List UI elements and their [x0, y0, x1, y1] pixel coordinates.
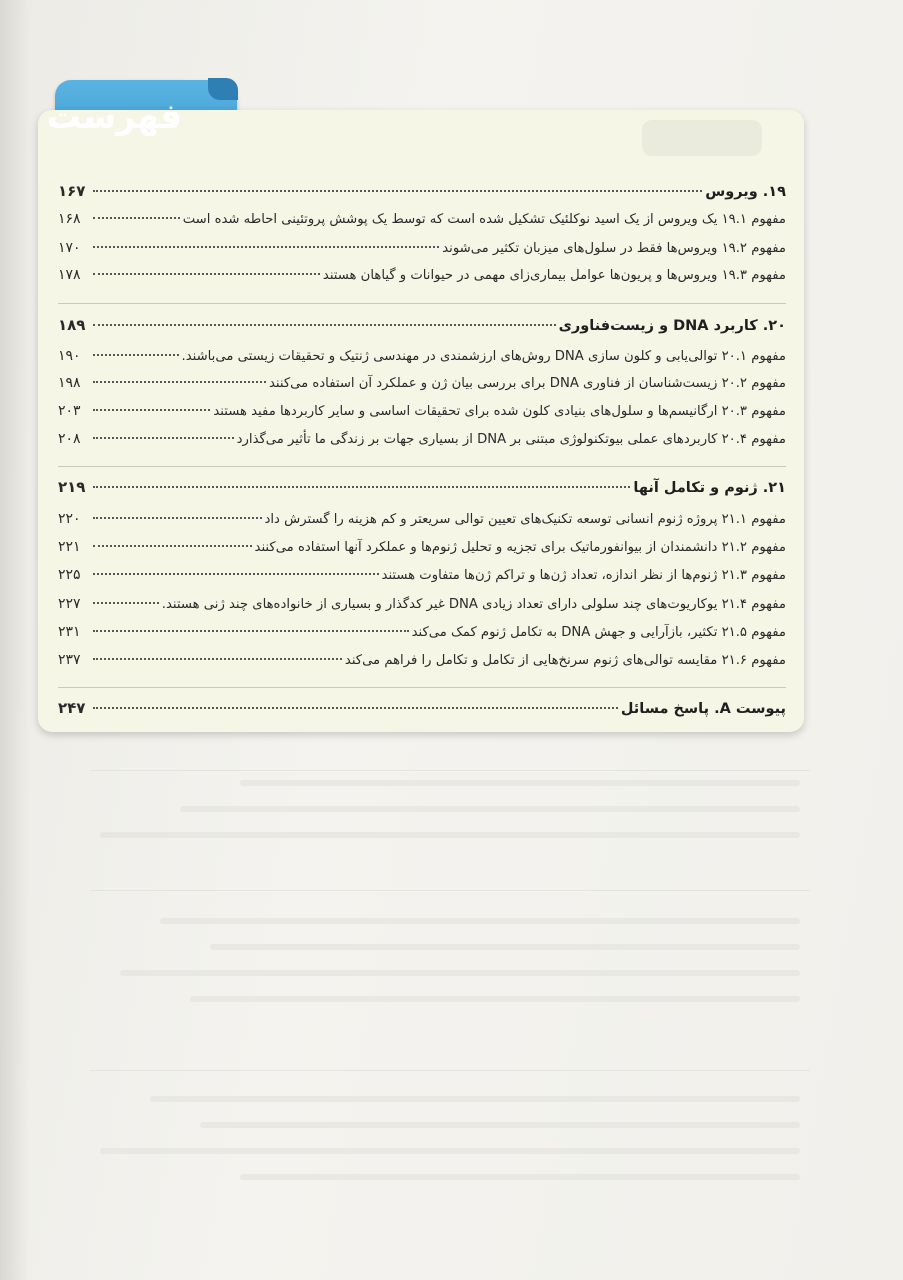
- entry-text: مفهوم ۱۹.۲ ویروس‌ها فقط در سلول‌های میزبان تکثیر می‌شوند: [442, 241, 786, 256]
- page-number: ۱۹۰: [58, 348, 81, 364]
- leader-dots: [93, 381, 266, 383]
- entry-text: مفهوم ۲۰.۱ توالی‌یابی و کلون سازی DNA روش‌های ارزشمندی در مهندسی ژنتیک و تحقیقات زیستی می‌باشند.: [181, 349, 786, 364]
- chapter-heading: ۱۹. ویروس: [705, 184, 786, 200]
- entry-text: مفهوم ۲۱.۵ تکثیر، بازآرایی و جهش DNA به تکامل ژنوم کمک می‌کند: [411, 625, 786, 640]
- toc-entry[interactable]: [58, 652, 786, 678]
- leader-dots: [93, 486, 630, 488]
- entry-text: مفهوم ۲۰.۳ ارگانیسم‌ها و سلول‌های بنیادی کلون شده برای تحقیقات اساسی و سایر کاربردها مفید هستند: [213, 404, 786, 419]
- page-number: ۱۷۰: [58, 240, 81, 256]
- entry-text: مفهوم ۱۹.۳ ویروس‌ها و پریون‌ها عوامل بیماری‌زای مهمی در حیوانات و گیاهان هستند: [322, 268, 786, 283]
- page-number: ۲۴۷: [58, 699, 86, 717]
- section-divider: [58, 687, 786, 688]
- leader-dots: [93, 630, 409, 632]
- page-number: ۱۶۸: [58, 211, 81, 227]
- toc-entry[interactable]: [58, 431, 786, 457]
- toc-chapter-19[interactable]: [58, 182, 786, 208]
- toc-entry[interactable]: [58, 375, 786, 401]
- leader-dots: [93, 273, 320, 275]
- toc-entry[interactable]: [58, 567, 786, 593]
- page-number: ۲۰۳: [58, 403, 81, 419]
- page-number: ۲۲۰: [58, 511, 81, 527]
- leader-dots: [93, 324, 556, 326]
- page-number: ۲۲۷: [58, 596, 81, 612]
- entry-text: مفهوم ۲۰.۲ زیست‌شناسان از فناوری DNA برای بررسی بیان ژن و عملکرد آن استفاده می‌کنند: [268, 376, 786, 391]
- toc-entry[interactable]: [58, 348, 786, 374]
- entry-text: مفهوم ۲۱.۶ مقایسه توالی‌های ژنوم سرنخ‌هایی از تکامل و تکامل را فراهم می‌کند: [344, 653, 786, 668]
- entry-text: مفهوم ۲۰.۴ کاربردهای عملی بیوتکنولوژی مبتنی بر DNA از بسیاری جهات بر زندگی ما تأثیر می‌گذارد: [236, 432, 786, 447]
- leader-dots: [93, 437, 234, 439]
- entry-text: مفهوم ۱۹.۱ یک ویروس از یک اسید نوکلئیک تشکیل شده است که توسط یک پوشش پروتئینی احاطه شده است: [182, 212, 786, 227]
- toc-entry[interactable]: [58, 624, 786, 650]
- leader-dots: [93, 190, 702, 192]
- toc-entry[interactable]: [58, 596, 786, 622]
- leader-dots: [93, 545, 252, 547]
- chapter-heading: ۲۱. ژنوم و تکامل آنها: [633, 480, 786, 496]
- toc-title: فهرست: [46, 97, 182, 137]
- section-divider: [58, 303, 786, 304]
- chapter-heading: ۲۰. کاربرد DNA و زیست‌فناوری: [558, 318, 786, 334]
- page-number: ۱۸۹: [58, 316, 86, 334]
- appendix-heading: پیوست A. پاسخ مسائل: [620, 701, 786, 717]
- toc-chapter-20[interactable]: [58, 316, 786, 342]
- leader-dots: [93, 573, 379, 575]
- entry-text: مفهوم ۲۱.۲ دانشمندان از بیوانفورماتیک برای تجزیه و تحلیل ژنوم‌ها و عملکرد آنها استفاده می‌کنند: [254, 540, 786, 555]
- page-binding-shadow: [0, 0, 30, 1280]
- toc-entry[interactable]: [58, 267, 786, 293]
- page-number: ۲۳۱: [58, 624, 81, 640]
- toc-entry[interactable]: [58, 211, 786, 237]
- toc-chapter-21[interactable]: [58, 478, 786, 504]
- page-number: ۲۲۱: [58, 539, 81, 555]
- page-number: ۱۹۸: [58, 375, 81, 391]
- leader-dots: [93, 354, 179, 356]
- toc-entry[interactable]: [58, 240, 786, 266]
- page-number: ۱۷۸: [58, 267, 81, 283]
- page-number: ۲۳۷: [58, 652, 81, 668]
- toc-appendix-a[interactable]: [58, 699, 786, 725]
- leader-dots: [93, 707, 618, 709]
- leader-dots: [93, 409, 210, 411]
- entry-text: مفهوم ۲۱.۳ ژنوم‌ها از نظر اندازه، تعداد ژن‌ها و تراکم ژن‌ها متفاوت هستند: [381, 568, 786, 583]
- leader-dots: [93, 517, 262, 519]
- bleed-through-text: [50, 740, 810, 1220]
- page-number: ۲۱۹: [58, 478, 86, 496]
- page-number: ۱۶۷: [58, 182, 86, 200]
- toc-entry[interactable]: [58, 539, 786, 565]
- page-number: ۲۰۸: [58, 431, 81, 447]
- toc-entry[interactable]: [58, 403, 786, 429]
- leader-dots: [93, 658, 342, 660]
- leader-dots: [93, 217, 180, 219]
- section-divider: [58, 466, 786, 467]
- leader-dots: [93, 246, 439, 248]
- entry-text: مفهوم ۲۱.۱ پروژه ژنوم انسانی توسعه تکنیک‌های تعیین توالی سریعتر و کم هزینه را گسترش داد: [264, 512, 786, 527]
- tab-fold: [208, 78, 238, 100]
- leader-dots: [93, 602, 159, 604]
- toc-entry[interactable]: [58, 511, 786, 537]
- watermark-label: [642, 120, 762, 156]
- entry-text: مفهوم ۲۱.۴ یوکاریوت‌های چند سلولی دارای تعداد زیادی DNA غیر کدگذار و بسیاری از خانواده‌های چند ژنی هستند.: [161, 597, 786, 612]
- page-number: ۲۲۵: [58, 567, 81, 583]
